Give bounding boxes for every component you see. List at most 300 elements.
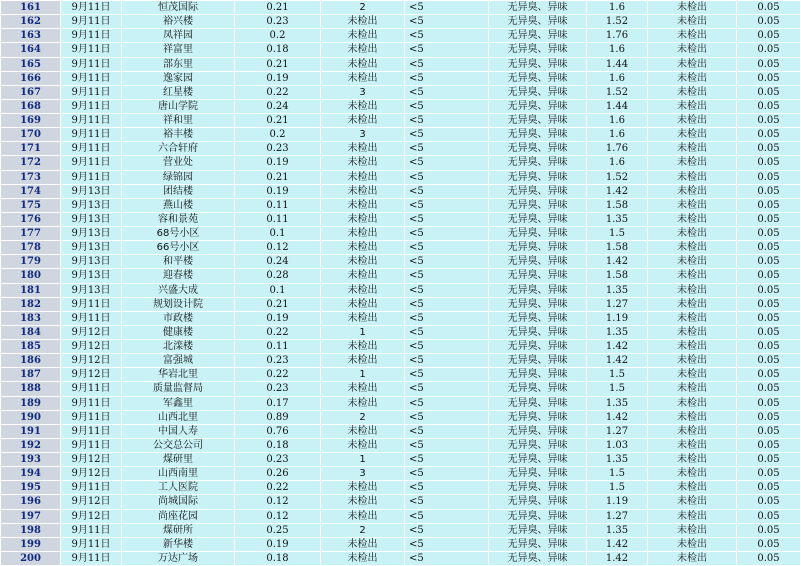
odor-result-cell: 无异臭、异味 bbox=[489, 128, 587, 142]
sampling-site-cell: 新华楼 bbox=[122, 537, 235, 551]
odor-result-cell: 无异臭、异味 bbox=[489, 453, 587, 467]
value-col-5-cell: 未检出 bbox=[321, 212, 405, 226]
sample-date-cell: 9月11日 bbox=[61, 1, 122, 15]
value-col-9-cell: 未检出 bbox=[648, 438, 737, 452]
value-col-10-cell: 0.05 bbox=[737, 212, 801, 226]
value-col-5-cell: 未检出 bbox=[321, 340, 405, 354]
value-col-4-cell: 0.11 bbox=[235, 212, 321, 226]
sample-date-cell: 9月11日 bbox=[61, 170, 122, 184]
value-col-5-cell: 未检出 bbox=[321, 170, 405, 184]
table-row bbox=[1, 43, 801, 57]
table-row bbox=[1, 410, 801, 424]
odor-result-cell: 无异臭、异味 bbox=[489, 410, 587, 424]
value-col-8-cell: 1.44 bbox=[587, 99, 648, 113]
table-row bbox=[1, 71, 801, 85]
value-col-6-cell: <5 bbox=[405, 227, 489, 241]
value-col-9-cell: 未检出 bbox=[648, 29, 737, 43]
sampling-site-cell: 恒茂国际 bbox=[122, 1, 235, 15]
sample-date-cell: 9月11日 bbox=[61, 523, 122, 537]
value-col-4-cell: 0.2 bbox=[235, 128, 321, 142]
value-col-8-cell: 1.03 bbox=[587, 438, 648, 452]
odor-result-cell: 无异臭、异味 bbox=[489, 283, 587, 297]
sampling-site-cell: 军鑫里 bbox=[122, 396, 235, 410]
value-col-4-cell: 0.19 bbox=[235, 71, 321, 85]
value-col-4-cell: 0.19 bbox=[235, 537, 321, 551]
value-col-10-cell: 0.05 bbox=[737, 354, 801, 368]
value-col-10-cell: 0.05 bbox=[737, 227, 801, 241]
value-col-8-cell: 1.35 bbox=[587, 523, 648, 537]
sampling-site-cell: 六合轩府 bbox=[122, 142, 235, 156]
row-number-cell: 178 bbox=[1, 241, 61, 255]
value-col-5-cell: 未检出 bbox=[321, 438, 405, 452]
value-col-10-cell: 0.05 bbox=[737, 170, 801, 184]
value-col-9-cell: 未检出 bbox=[648, 114, 737, 128]
sampling-site-cell: 山西南里 bbox=[122, 467, 235, 481]
odor-result-cell: 无异臭、异味 bbox=[489, 368, 587, 382]
row-number-cell: 175 bbox=[1, 198, 61, 212]
sampling-site-cell: 万达广场 bbox=[122, 551, 235, 565]
sampling-site-cell: 凤祥园 bbox=[122, 29, 235, 43]
value-col-10-cell: 0.05 bbox=[737, 71, 801, 85]
value-col-9-cell: 未检出 bbox=[648, 509, 737, 523]
table-row bbox=[1, 255, 801, 269]
value-col-9-cell: 未检出 bbox=[648, 198, 737, 212]
value-col-8-cell: 1.42 bbox=[587, 410, 648, 424]
value-col-6-cell: <5 bbox=[405, 156, 489, 170]
value-col-9-cell: 未检出 bbox=[648, 354, 737, 368]
value-col-6-cell: <5 bbox=[405, 311, 489, 325]
sampling-site-cell: 规划设计院 bbox=[122, 297, 235, 311]
sampling-site-cell: 唐山学院 bbox=[122, 99, 235, 113]
odor-result-cell: 无异臭、异味 bbox=[489, 241, 587, 255]
sample-date-cell: 9月11日 bbox=[61, 114, 122, 128]
sample-date-cell: 9月11日 bbox=[61, 537, 122, 551]
value-col-6-cell: <5 bbox=[405, 142, 489, 156]
table-row bbox=[1, 311, 801, 325]
value-col-6-cell: <5 bbox=[405, 283, 489, 297]
odor-result-cell: 无异臭、异味 bbox=[489, 29, 587, 43]
row-number-cell: 166 bbox=[1, 71, 61, 85]
value-col-9-cell: 未检出 bbox=[648, 156, 737, 170]
value-col-4-cell: 0.24 bbox=[235, 99, 321, 113]
value-col-4-cell: 0.23 bbox=[235, 15, 321, 29]
value-col-8-cell: 1.5 bbox=[587, 382, 648, 396]
value-col-5-cell: 未检出 bbox=[321, 29, 405, 43]
value-col-6-cell: <5 bbox=[405, 212, 489, 226]
row-number-cell: 180 bbox=[1, 269, 61, 283]
value-col-9-cell: 未检出 bbox=[648, 382, 737, 396]
value-col-8-cell: 1.6 bbox=[587, 71, 648, 85]
value-col-10-cell: 0.05 bbox=[737, 114, 801, 128]
value-col-4-cell: 0.18 bbox=[235, 438, 321, 452]
odor-result-cell: 无异臭、异味 bbox=[489, 551, 587, 565]
value-col-5-cell: 未检出 bbox=[321, 396, 405, 410]
value-col-6-cell: <5 bbox=[405, 354, 489, 368]
odor-result-cell: 无异臭、异味 bbox=[489, 382, 587, 396]
value-col-6-cell: <5 bbox=[405, 551, 489, 565]
sample-date-cell: 9月12日 bbox=[61, 368, 122, 382]
odor-result-cell: 无异臭、异味 bbox=[489, 212, 587, 226]
value-col-8-cell: 1.35 bbox=[587, 396, 648, 410]
table-row bbox=[1, 29, 801, 43]
value-col-5-cell: 未检出 bbox=[321, 354, 405, 368]
value-col-4-cell: 0.2 bbox=[235, 29, 321, 43]
value-col-5-cell: 未检出 bbox=[321, 99, 405, 113]
value-col-5-cell: 未检出 bbox=[321, 43, 405, 57]
table-row bbox=[1, 142, 801, 156]
sampling-site-cell: 部东里 bbox=[122, 57, 235, 71]
value-col-8-cell: 1.5 bbox=[587, 481, 648, 495]
sampling-site-cell: 逸家园 bbox=[122, 71, 235, 85]
value-col-6-cell: <5 bbox=[405, 43, 489, 57]
sample-date-cell: 9月11日 bbox=[61, 142, 122, 156]
sample-date-cell: 9月11日 bbox=[61, 71, 122, 85]
sampling-site-cell: 兴盛大成 bbox=[122, 283, 235, 297]
row-number-cell: 188 bbox=[1, 382, 61, 396]
value-col-8-cell: 1.6 bbox=[587, 128, 648, 142]
odor-result-cell: 无异臭、异味 bbox=[489, 537, 587, 551]
odor-result-cell: 无异臭、异味 bbox=[489, 255, 587, 269]
value-col-4-cell: 0.21 bbox=[235, 57, 321, 71]
row-number-cell: 196 bbox=[1, 495, 61, 509]
value-col-6-cell: <5 bbox=[405, 453, 489, 467]
value-col-5-cell: 未检出 bbox=[321, 495, 405, 509]
sampling-site-cell: 团结楼 bbox=[122, 184, 235, 198]
odor-result-cell: 无异臭、异味 bbox=[489, 57, 587, 71]
odor-result-cell: 无异臭、异味 bbox=[489, 156, 587, 170]
table-row bbox=[1, 481, 801, 495]
row-number-cell: 186 bbox=[1, 354, 61, 368]
value-col-4-cell: 0.25 bbox=[235, 523, 321, 537]
table-row bbox=[1, 424, 801, 438]
value-col-5-cell: 未检出 bbox=[321, 57, 405, 71]
row-number-cell: 187 bbox=[1, 368, 61, 382]
row-number-cell: 176 bbox=[1, 212, 61, 226]
value-col-9-cell: 未检出 bbox=[648, 424, 737, 438]
value-col-4-cell: 0.76 bbox=[235, 424, 321, 438]
value-col-8-cell: 1.27 bbox=[587, 297, 648, 311]
value-col-9-cell: 未检出 bbox=[648, 241, 737, 255]
row-number-cell: 177 bbox=[1, 227, 61, 241]
table-row bbox=[1, 227, 801, 241]
value-col-9-cell: 未检出 bbox=[648, 325, 737, 339]
row-number-cell: 173 bbox=[1, 170, 61, 184]
value-col-8-cell: 1.44 bbox=[587, 57, 648, 71]
value-col-8-cell: 1.35 bbox=[587, 325, 648, 339]
value-col-4-cell: 0.89 bbox=[235, 410, 321, 424]
value-col-5-cell: 未检出 bbox=[321, 255, 405, 269]
table-row bbox=[1, 382, 801, 396]
value-col-9-cell: 未检出 bbox=[648, 410, 737, 424]
table-row bbox=[1, 170, 801, 184]
odor-result-cell: 无异臭、异味 bbox=[489, 297, 587, 311]
value-col-6-cell: <5 bbox=[405, 29, 489, 43]
odor-result-cell: 无异臭、异味 bbox=[489, 396, 587, 410]
value-col-9-cell: 未检出 bbox=[648, 311, 737, 325]
sampling-site-cell: 和平楼 bbox=[122, 255, 235, 269]
row-number-cell: 163 bbox=[1, 29, 61, 43]
row-number-cell: 164 bbox=[1, 43, 61, 57]
value-col-10-cell: 0.05 bbox=[737, 325, 801, 339]
table-row bbox=[1, 15, 801, 29]
value-col-4-cell: 0.19 bbox=[235, 156, 321, 170]
value-col-4-cell: 0.28 bbox=[235, 269, 321, 283]
value-col-6-cell: <5 bbox=[405, 438, 489, 452]
sampling-site-cell: 富强城 bbox=[122, 354, 235, 368]
value-col-9-cell: 未检出 bbox=[648, 128, 737, 142]
row-number-cell: 179 bbox=[1, 255, 61, 269]
value-col-6-cell: <5 bbox=[405, 509, 489, 523]
value-col-8-cell: 1.42 bbox=[587, 551, 648, 565]
odor-result-cell: 无异臭、异味 bbox=[489, 495, 587, 509]
value-col-9-cell: 未检出 bbox=[648, 15, 737, 29]
value-col-10-cell: 0.05 bbox=[737, 297, 801, 311]
sampling-site-cell: 68号小区 bbox=[122, 227, 235, 241]
value-col-10-cell: 0.05 bbox=[737, 99, 801, 113]
sample-date-cell: 9月11日 bbox=[61, 297, 122, 311]
sample-date-cell: 9月11日 bbox=[61, 424, 122, 438]
value-col-9-cell: 未检出 bbox=[648, 551, 737, 565]
odor-result-cell: 无异臭、异味 bbox=[489, 481, 587, 495]
value-col-10-cell: 0.05 bbox=[737, 523, 801, 537]
value-col-8-cell: 1.27 bbox=[587, 509, 648, 523]
sampling-site-cell: 迎春楼 bbox=[122, 269, 235, 283]
value-col-8-cell: 1.76 bbox=[587, 29, 648, 43]
sample-date-cell: 9月13日 bbox=[61, 212, 122, 226]
value-col-8-cell: 1.19 bbox=[587, 311, 648, 325]
table-row bbox=[1, 495, 801, 509]
row-number-cell: 200 bbox=[1, 551, 61, 565]
row-number-cell: 171 bbox=[1, 142, 61, 156]
sample-date-cell: 9月11日 bbox=[61, 43, 122, 57]
value-col-6-cell: <5 bbox=[405, 170, 489, 184]
table-row bbox=[1, 128, 801, 142]
value-col-10-cell: 0.05 bbox=[737, 128, 801, 142]
value-col-6-cell: <5 bbox=[405, 396, 489, 410]
sampling-site-cell: 工人医院 bbox=[122, 481, 235, 495]
sampling-site-cell: 祥富里 bbox=[122, 43, 235, 57]
value-col-10-cell: 0.05 bbox=[737, 481, 801, 495]
row-number-cell: 190 bbox=[1, 410, 61, 424]
value-col-5-cell: 未检出 bbox=[321, 156, 405, 170]
value-col-4-cell: 0.18 bbox=[235, 551, 321, 565]
value-col-6-cell: <5 bbox=[405, 114, 489, 128]
value-col-9-cell: 未检出 bbox=[648, 269, 737, 283]
value-col-5-cell: 未检出 bbox=[321, 551, 405, 565]
value-col-4-cell: 0.22 bbox=[235, 85, 321, 99]
value-col-10-cell: 0.05 bbox=[737, 368, 801, 382]
table-body bbox=[1, 1, 801, 566]
table-row bbox=[1, 212, 801, 226]
value-col-9-cell: 未检出 bbox=[648, 85, 737, 99]
sample-date-cell: 9月11日 bbox=[61, 396, 122, 410]
table-row bbox=[1, 269, 801, 283]
value-col-8-cell: 1.6 bbox=[587, 114, 648, 128]
value-col-10-cell: 0.05 bbox=[737, 29, 801, 43]
row-number-cell: 198 bbox=[1, 523, 61, 537]
value-col-5-cell: 2 bbox=[321, 410, 405, 424]
value-col-9-cell: 未检出 bbox=[648, 523, 737, 537]
sample-date-cell: 9月12日 bbox=[61, 340, 122, 354]
sampling-site-cell: 北滦楼 bbox=[122, 340, 235, 354]
table-row bbox=[1, 325, 801, 339]
value-col-4-cell: 0.12 bbox=[235, 241, 321, 255]
table-row bbox=[1, 438, 801, 452]
sample-date-cell: 9月11日 bbox=[61, 128, 122, 142]
row-number-cell: 182 bbox=[1, 297, 61, 311]
sample-date-cell: 9月12日 bbox=[61, 495, 122, 509]
value-col-8-cell: 1.5 bbox=[587, 467, 648, 481]
sample-date-cell: 9月12日 bbox=[61, 467, 122, 481]
row-number-cell: 197 bbox=[1, 509, 61, 523]
odor-result-cell: 无异臭、异味 bbox=[489, 354, 587, 368]
value-col-10-cell: 0.05 bbox=[737, 509, 801, 523]
odor-result-cell: 无异臭、异味 bbox=[489, 184, 587, 198]
value-col-6-cell: <5 bbox=[405, 467, 489, 481]
value-col-6-cell: <5 bbox=[405, 71, 489, 85]
value-col-5-cell: 未检出 bbox=[321, 297, 405, 311]
sampling-site-cell: 绿锦园 bbox=[122, 170, 235, 184]
value-col-5-cell: 未检出 bbox=[321, 241, 405, 255]
value-col-10-cell: 0.05 bbox=[737, 467, 801, 481]
sampling-site-cell: 市政楼 bbox=[122, 311, 235, 325]
value-col-10-cell: 0.05 bbox=[737, 410, 801, 424]
value-col-9-cell: 未检出 bbox=[648, 297, 737, 311]
odor-result-cell: 无异臭、异味 bbox=[489, 438, 587, 452]
row-number-cell: 162 bbox=[1, 15, 61, 29]
value-col-10-cell: 0.05 bbox=[737, 1, 801, 15]
sample-date-cell: 9月11日 bbox=[61, 382, 122, 396]
value-col-8-cell: 1.58 bbox=[587, 269, 648, 283]
row-number-cell: 168 bbox=[1, 99, 61, 113]
value-col-4-cell: 0.21 bbox=[235, 1, 321, 15]
sampling-site-cell: 尚城国际 bbox=[122, 495, 235, 509]
value-col-6-cell: <5 bbox=[405, 410, 489, 424]
value-col-10-cell: 0.05 bbox=[737, 396, 801, 410]
row-number-cell: 172 bbox=[1, 156, 61, 170]
value-col-6-cell: <5 bbox=[405, 99, 489, 113]
value-col-8-cell: 1.76 bbox=[587, 142, 648, 156]
value-col-9-cell: 未检出 bbox=[648, 212, 737, 226]
value-col-9-cell: 未检出 bbox=[648, 99, 737, 113]
row-number-cell: 161 bbox=[1, 1, 61, 15]
table-row bbox=[1, 184, 801, 198]
row-number-cell: 184 bbox=[1, 325, 61, 339]
value-col-5-cell: 未检出 bbox=[321, 71, 405, 85]
value-col-6-cell: <5 bbox=[405, 325, 489, 339]
value-col-6-cell: <5 bbox=[405, 184, 489, 198]
sample-date-cell: 9月12日 bbox=[61, 453, 122, 467]
odor-result-cell: 无异臭、异味 bbox=[489, 71, 587, 85]
value-col-9-cell: 未检出 bbox=[648, 57, 737, 71]
value-col-5-cell: 未检出 bbox=[321, 311, 405, 325]
sample-date-cell: 9月13日 bbox=[61, 184, 122, 198]
value-col-8-cell: 1.52 bbox=[587, 15, 648, 29]
table-row bbox=[1, 523, 801, 537]
odor-result-cell: 无异臭、异味 bbox=[489, 340, 587, 354]
sampling-site-cell: 煤研里 bbox=[122, 453, 235, 467]
value-col-6-cell: <5 bbox=[405, 368, 489, 382]
row-number-cell: 199 bbox=[1, 537, 61, 551]
value-col-5-cell: 未检出 bbox=[321, 114, 405, 128]
value-col-6-cell: <5 bbox=[405, 537, 489, 551]
table-row bbox=[1, 467, 801, 481]
sampling-site-cell: 祥和里 bbox=[122, 114, 235, 128]
value-col-5-cell: 3 bbox=[321, 128, 405, 142]
table-row bbox=[1, 241, 801, 255]
sampling-site-cell: 煤研所 bbox=[122, 523, 235, 537]
table-row bbox=[1, 156, 801, 170]
odor-result-cell: 无异臭、异味 bbox=[489, 1, 587, 15]
row-number-cell: 167 bbox=[1, 85, 61, 99]
odor-result-cell: 无异臭、异味 bbox=[489, 142, 587, 156]
value-col-5-cell: 未检出 bbox=[321, 184, 405, 198]
value-col-4-cell: 0.24 bbox=[235, 255, 321, 269]
sample-date-cell: 9月13日 bbox=[61, 227, 122, 241]
value-col-6-cell: <5 bbox=[405, 85, 489, 99]
value-col-5-cell: 未检出 bbox=[321, 269, 405, 283]
value-col-4-cell: 0.22 bbox=[235, 481, 321, 495]
row-number-cell: 181 bbox=[1, 283, 61, 297]
value-col-4-cell: 0.1 bbox=[235, 283, 321, 297]
value-col-10-cell: 0.05 bbox=[737, 453, 801, 467]
sampling-site-cell: 裕丰楼 bbox=[122, 128, 235, 142]
table-row bbox=[1, 453, 801, 467]
value-col-5-cell: 未检出 bbox=[321, 142, 405, 156]
value-col-9-cell: 未检出 bbox=[648, 1, 737, 15]
value-col-8-cell: 1.5 bbox=[587, 227, 648, 241]
sampling-site-cell: 容和景苑 bbox=[122, 212, 235, 226]
value-col-5-cell: 2 bbox=[321, 523, 405, 537]
value-col-5-cell: 3 bbox=[321, 85, 405, 99]
value-col-4-cell: 0.12 bbox=[235, 509, 321, 523]
value-col-5-cell: 未检出 bbox=[321, 283, 405, 297]
value-col-6-cell: <5 bbox=[405, 57, 489, 71]
row-number-cell: 191 bbox=[1, 424, 61, 438]
value-col-4-cell: 0.21 bbox=[235, 297, 321, 311]
odor-result-cell: 无异臭、异味 bbox=[489, 325, 587, 339]
row-number-cell: 169 bbox=[1, 114, 61, 128]
value-col-4-cell: 0.21 bbox=[235, 114, 321, 128]
value-col-4-cell: 0.23 bbox=[235, 453, 321, 467]
table-row bbox=[1, 198, 801, 212]
value-col-4-cell: 0.22 bbox=[235, 368, 321, 382]
odor-result-cell: 无异臭、异味 bbox=[489, 227, 587, 241]
value-col-6-cell: <5 bbox=[405, 523, 489, 537]
value-col-8-cell: 1.6 bbox=[587, 156, 648, 170]
table-row bbox=[1, 537, 801, 551]
value-col-6-cell: <5 bbox=[405, 1, 489, 15]
sampling-site-cell: 华岩北里 bbox=[122, 368, 235, 382]
value-col-8-cell: 1.42 bbox=[587, 537, 648, 551]
value-col-8-cell: 1.5 bbox=[587, 368, 648, 382]
value-col-9-cell: 未检出 bbox=[648, 453, 737, 467]
value-col-8-cell: 1.42 bbox=[587, 184, 648, 198]
odor-result-cell: 无异臭、异味 bbox=[489, 15, 587, 29]
odor-result-cell: 无异臭、异味 bbox=[489, 198, 587, 212]
sampling-site-cell: 红星楼 bbox=[122, 85, 235, 99]
table-row bbox=[1, 551, 801, 565]
row-number-cell: 194 bbox=[1, 467, 61, 481]
sampling-site-cell: 中国人寿 bbox=[122, 424, 235, 438]
value-col-8-cell: 1.42 bbox=[587, 354, 648, 368]
table-row bbox=[1, 283, 801, 297]
value-col-9-cell: 未检出 bbox=[648, 396, 737, 410]
table-row bbox=[1, 396, 801, 410]
value-col-9-cell: 未检出 bbox=[648, 368, 737, 382]
table-row bbox=[1, 340, 801, 354]
value-col-8-cell: 1.42 bbox=[587, 340, 648, 354]
